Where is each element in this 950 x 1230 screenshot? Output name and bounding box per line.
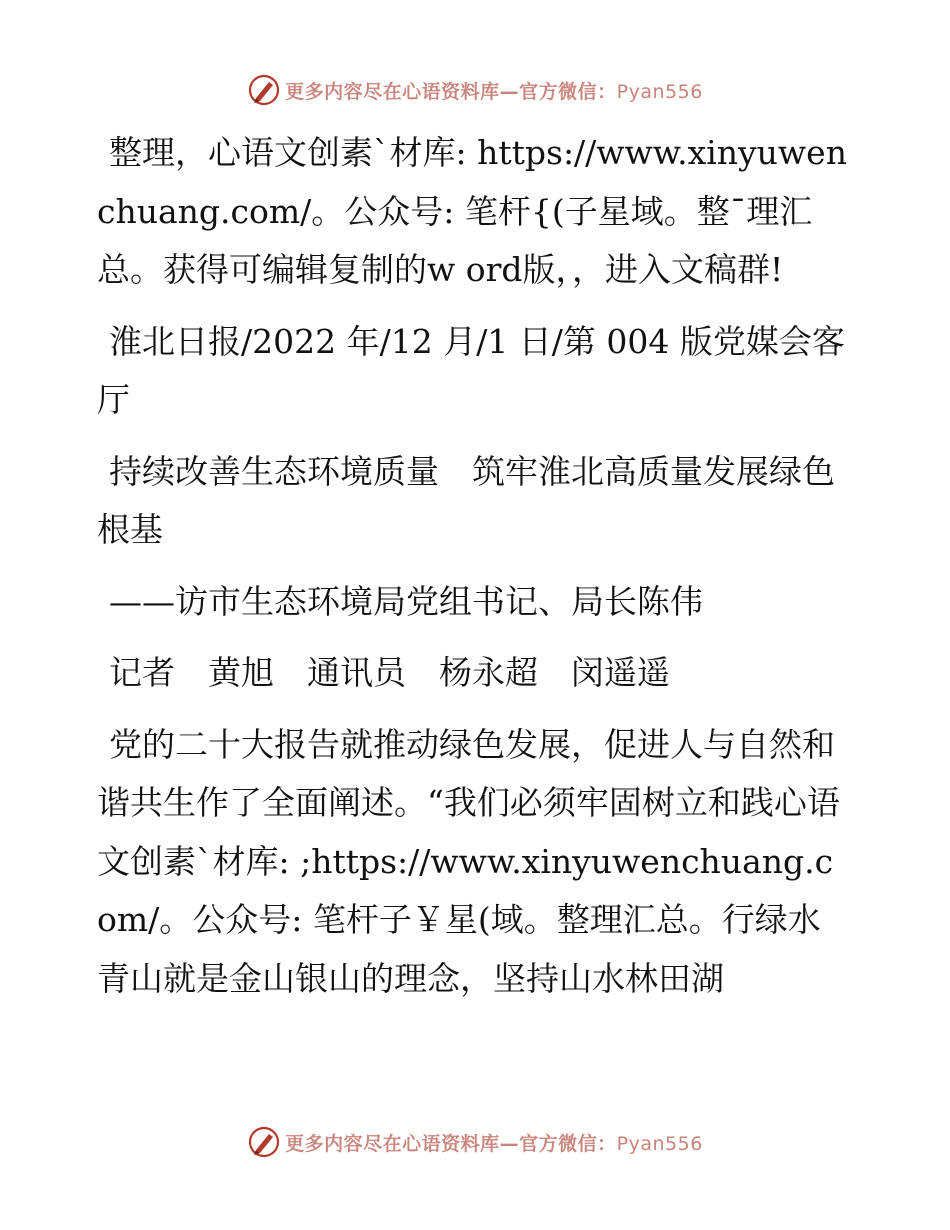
header-banner-text (285, 77, 703, 104)
header-banner (0, 70, 950, 110)
header-banner-handle: Pyan556 (616, 80, 703, 103)
pen-circle-icon (247, 1125, 281, 1159)
footer-banner-handle: Pyan556 (616, 1132, 703, 1155)
footer-banner-text (285, 1129, 703, 1156)
article-subtitle: ——访市生态环境局党组书记、局长陈伟 (109, 581, 703, 621)
byline: 记者 黄旭 通讯员 杨永超 闵遥遥 (109, 653, 670, 692)
body-paragraph: 党的二十大报告就推动绿色发展，促进人与自然和谐共生作了全面阐述。“我们必须牢固树立和践心语文创素`材库: ;https://www.xinyuwenchuang.com/。公众号: 笔杆子￥星(域。整理汇总。行绿水青山就是金山银山的理念，坚持山水林田湖 (97, 724, 840, 998)
intro-paragraph: 整理，心语文创素`材库: https://www.xinyuwenchuang.com/。公众号: 笔杆{(子星域。整¯理汇总。获得可编辑复制的w ord版，，进入文稿群! (97, 133, 847, 289)
header-banner-label: 更多内容尽在心语资料库—官方微信： (285, 80, 617, 103)
article-title: 持续改善生态环境质量 筑牢淮北高质量发展绿色根基 (97, 451, 835, 549)
footer-banner-label: 更多内容尽在心语资料库—官方微信： (285, 1132, 617, 1155)
source-line: 淮北日报/2022 年/12 月/1 日/第 004 版党媒会客厅 (97, 321, 845, 419)
pen-circle-icon (247, 73, 281, 107)
footer-banner (0, 1122, 950, 1162)
document-body (97, 124, 851, 1021)
